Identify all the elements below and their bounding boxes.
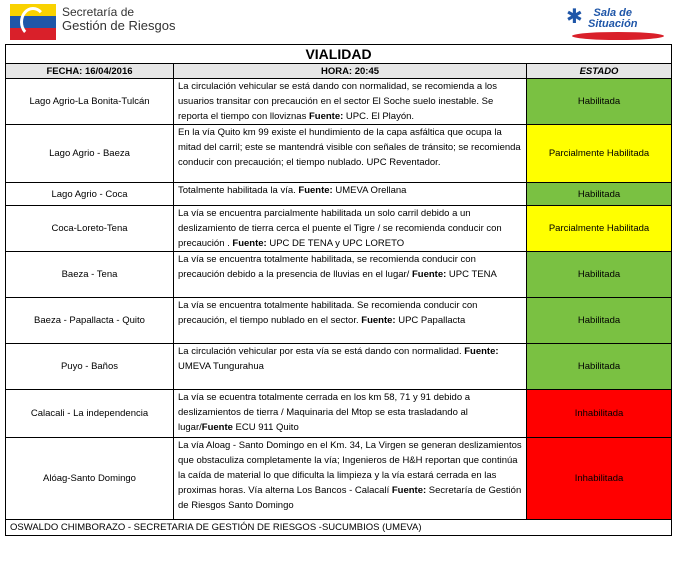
description-text: La vía se ecuentra totalmente cerrada en los km 58, 71 y 91 debido a deslizamientos de tierra / Maquinaria del Mtop se esta trasladando al lugar/ — [178, 392, 471, 433]
fecha-label: FECHA: 16/04/2016 — [6, 64, 174, 79]
fuente-label: Fuente: — [411, 269, 447, 280]
description-cell — [174, 206, 527, 252]
description-text: La vía Aloag - Santo Domingo en el Km. 34, La Virgen se generan deslizamientos que obstaculiza completamente la vía; Ingenieros de H&H reportan que continúa la caída de material lo que dificulta la limpieza y la vía estará cerrada en las proximas horas. Vía alterna Los Bancos - Calacalí — [178, 440, 522, 496]
runner-icon: ✱ — [566, 6, 583, 28]
table-row — [6, 79, 672, 125]
header-row — [6, 64, 672, 79]
status-cell: Habilitada — [527, 252, 672, 298]
report-header — [0, 0, 676, 44]
table-row — [6, 183, 672, 206]
description-text: La vía se encuentra totalmente habilitada. Se recomienda conducir con precaución, el tiempo nublado en el sector. — [178, 300, 478, 326]
status-cell: Habilitada — [527, 298, 672, 344]
footer-text: OSWALDO CHIMBORAZO - SECRETARIA DE GESTIÓN DE RIESGOS -SUCUMBIOS (UMEVA) — [6, 520, 672, 536]
fuente-label: Fuente: — [464, 346, 499, 357]
route-cell: Baeza - Tena — [6, 252, 174, 298]
status-cell: Parcialmente Habilitada — [527, 125, 672, 183]
report-title: VIALIDAD — [6, 45, 672, 64]
description-text: La vía se encuentra totalmente habilitada, se recomienda conducir con precaución debido a la presencia de lluvias en el lugar/ — [178, 254, 476, 280]
fuente-text: UMEVA Orellana — [332, 185, 407, 196]
table-row — [6, 298, 672, 344]
route-cell: Calacali - La independencia — [6, 390, 174, 438]
fuente-text: UPC TENA — [446, 269, 497, 280]
status-cell: Habilitada — [527, 79, 672, 125]
sala-line1: Sala de — [593, 7, 633, 19]
route-cell: Puyo - Baños — [6, 344, 174, 390]
title-row — [6, 45, 672, 64]
fuente-text: Secretaría de Gestión de Riesgos Santo Domingo — [178, 485, 522, 511]
status-cell: Habilitada — [527, 183, 672, 206]
route-cell: Lago Agrio-La Bonita-Tulcán — [6, 79, 174, 125]
footer-row — [6, 520, 672, 536]
description-cell — [174, 438, 527, 520]
route-cell: Baeza - Papallacta - Quito — [6, 298, 174, 344]
fuente-text: UPC. El Playón. — [343, 111, 415, 122]
fuente-text: ECU 911 Quito — [232, 422, 299, 433]
fuente-label: Fuente: — [308, 111, 344, 122]
description-cell — [174, 344, 527, 390]
table-row — [6, 125, 672, 183]
table-row — [6, 252, 672, 298]
description-cell — [174, 183, 527, 206]
description-cell — [174, 390, 527, 438]
description-text: Totalmente habilitada la vía. — [178, 185, 299, 196]
route-cell: Lago Agrio - Baeza — [6, 125, 174, 183]
hora-label: HORA: 20:45 — [174, 64, 527, 79]
table-row — [6, 390, 672, 438]
table-row — [6, 206, 672, 252]
description-text: La vía se encuentra parcialmente habilitada un solo carril debido a un deslizamiento de tierra cerca el puente el Tigre / se recomienda conducir con precaución . — [178, 208, 502, 249]
fuente-text: UPC Papallacta — [395, 315, 466, 326]
vialidad-table — [5, 44, 672, 536]
status-cell: Habilitada — [527, 344, 672, 390]
description-cell — [174, 79, 527, 125]
secretaria-logo — [10, 2, 180, 40]
fuente-text: UMEVA Tungurahua — [178, 361, 264, 372]
table-row — [6, 438, 672, 520]
status-cell: Parcialmente Habilitada — [527, 206, 672, 252]
table-row — [6, 344, 672, 390]
description-cell — [174, 252, 527, 298]
description-cell — [174, 298, 527, 344]
org-line1: Secretaría de — [62, 5, 135, 19]
route-cell: Alóag-Santo Domingo — [6, 438, 174, 520]
sala-ellipse-icon — [572, 32, 664, 40]
status-cell: Inhabilitada — [527, 390, 672, 438]
sala-line2: Situación — [588, 18, 638, 30]
fuente-label: Fuente — [201, 422, 233, 433]
fuente-label: Fuente: — [232, 238, 267, 249]
org-line2: Gestión de Riesgos — [62, 18, 176, 33]
sala-situacion-logo — [566, 2, 670, 42]
route-cell: Lago Agrio - Coca — [6, 183, 174, 206]
description-cell — [174, 125, 527, 183]
estado-label: ESTADO — [527, 64, 672, 79]
description-text: La circulación vehicular se está dando con normalidad, se recomienda a los usuarios transitar con precaución en el sector El Soche suelo inestable. Se reporta el tiempo con lloviznas — [178, 81, 497, 122]
fuente-label: Fuente: — [391, 485, 427, 496]
status-cell: Inhabilitada — [527, 438, 672, 520]
ecuador-flag-icon — [10, 4, 56, 40]
description-text: La circulación vehicular por esta vía se está dando con normalidad. — [178, 346, 465, 357]
description-text: En la vía Quito km 99 existe el hundimiento de la capa asfáltica que ocupa la mitad del carril; este se mantendrá visible con señales de tránsito; se recomienda conducir con precaución; el tiempo nublado. UPC Reventador. — [178, 127, 521, 168]
fuente-text: UPC DE TENA y UPC LORETO — [266, 238, 405, 249]
route-cell: Coca-Loreto-Tena — [6, 206, 174, 252]
fuente-label: Fuente: — [298, 185, 333, 196]
fuente-label: Fuente: — [361, 315, 396, 326]
